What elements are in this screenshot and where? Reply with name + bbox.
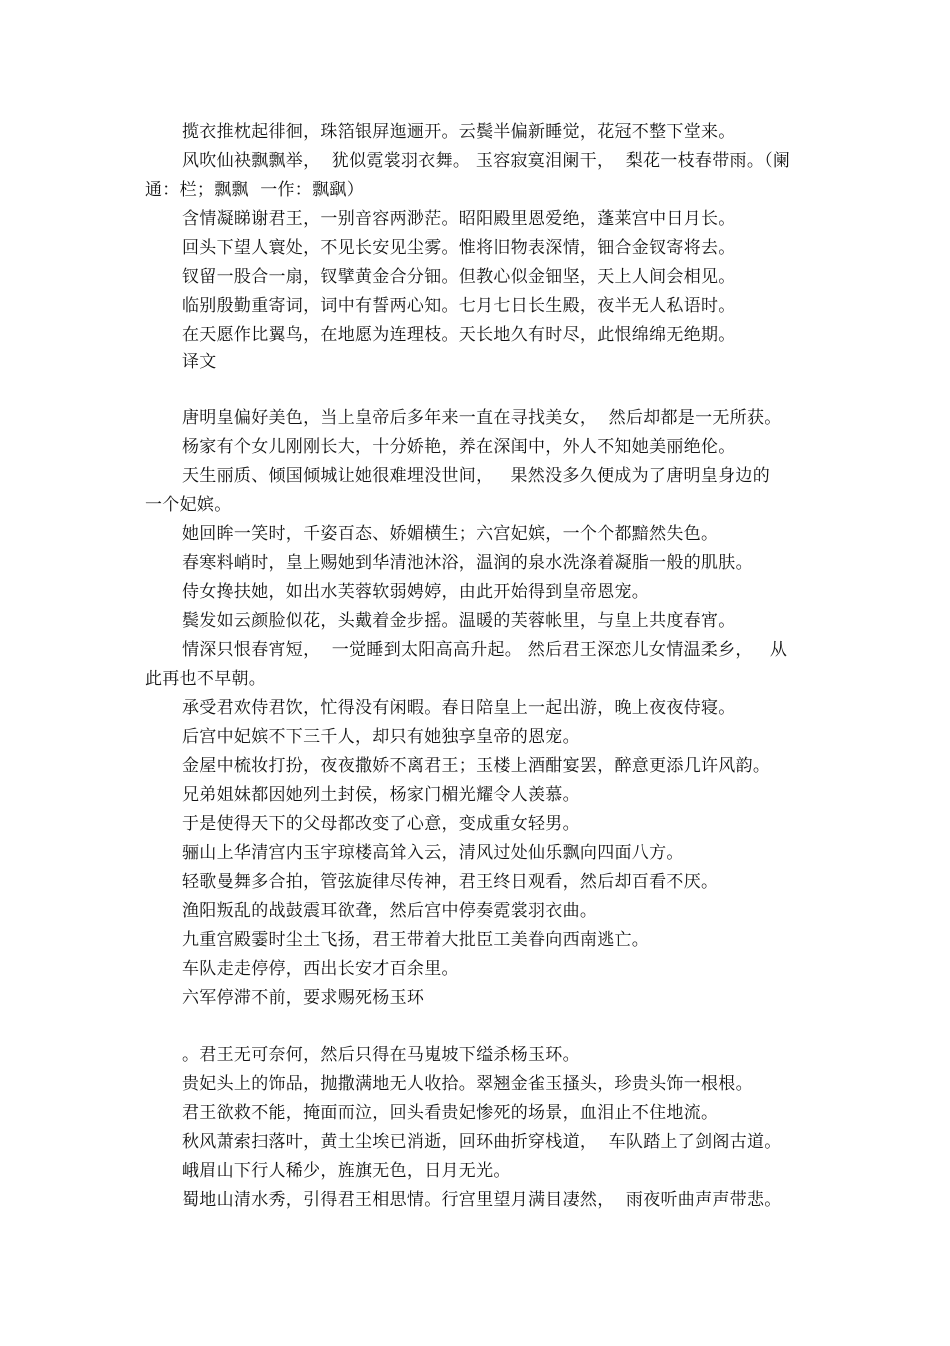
translation-line: 情深只恨春宵短， 一觉睡到太阳高高升起。 然后君王深恋儿女情温柔乡， 从 xyxy=(182,640,788,660)
poem-line: 回头下望人寰处，不见长安见尘雾。惟将旧物表深情，钿合金钗寄将去。 xyxy=(182,238,736,258)
translation-line: 贵妃头上的饰品，抛撒满地无人收拾。翠翘金雀玉搔头，珍贵头饰一根根。 xyxy=(182,1074,753,1094)
translation-line: 杨家有个女儿刚刚长大，十分娇艳，养在深闺中，外人不知她美丽绝伦。 xyxy=(182,437,736,457)
translation-line: 春寒料峭时，皇上赐她到华清池沐浴，温润的泉水洗涤着凝脂一般的肌肤。 xyxy=(182,553,753,573)
poem-line: 在天愿作比翼鸟，在地愿为连理枝。天长地久有时尽，此恨绵绵无绝期。 xyxy=(182,325,736,345)
translation-line: 六军停滞不前，要求赐死杨玉环 xyxy=(182,988,425,1008)
translation-line: 一个妃嫔。 xyxy=(145,495,232,515)
translation-line: 蜀地山清水秀，引得君王相思情。行宫里望月满目凄然， 雨夜听曲声声带悲。 xyxy=(182,1190,782,1210)
poem-line: 临别殷勤重寄词，词中有誓两心知。七月七日长生殿，夜半无人私语时。 xyxy=(182,296,736,316)
poem-line: 钗留一股合一扇，钗擘黄金合分钿。但教心似金钿坚，天上人间会相见。 xyxy=(182,267,736,287)
translation-line: 九重宫殿霎时尘土飞扬，君王带着大批臣工美眷向西南逃亡。 xyxy=(182,930,650,950)
translation-line: 鬓发如云颜脸似花，头戴着金步摇。温暖的芙蓉帐里，与皇上共度春宵。 xyxy=(182,611,736,631)
section-title: 译文 xyxy=(182,352,217,372)
translation-line: 渔阳叛乱的战鼓震耳欲聋，然后宫中停奏霓裳羽衣曲。 xyxy=(182,901,598,921)
translation-line: 她回眸一笑时，千姿百态、娇媚横生；六宫妃嫔，一个个都黯然失色。 xyxy=(182,524,719,544)
translation-line: 轻歌曼舞多合拍，管弦旋律尽传神，君王终日观看，然后却百看不厌。 xyxy=(182,872,719,892)
translation-line: 此再也不早朝。 xyxy=(145,669,267,689)
translation-line: 骊山上华清宫内玉宇琼楼高耸入云，清风过处仙乐飘向四面八方。 xyxy=(182,843,684,863)
translation-line: 车队走走停停，西出长安才百余里。 xyxy=(182,959,459,979)
translation-line: 君王欲救不能，掩面而泣，回头看贵妃惨死的场景，血泪止不住地流。 xyxy=(182,1103,719,1123)
poem-line: 风吹仙袂飘飘举， 犹似霓裳羽衣舞。 玉容寂寞泪阑干， 梨花一枝春带雨。（阑 xyxy=(182,151,791,171)
translation-line: 。君王无可奈何，然后只得在马嵬坡下缢杀杨玉环。 xyxy=(182,1045,580,1065)
translation-line: 唐明皇偏好美色，当上皇帝后多年来一直在寻找美女， 然后却都是一无所获。 xyxy=(182,408,782,428)
translation-line: 秋风萧索扫落叶，黄土尘埃已消逝，回环曲折穿栈道， 车队踏上了剑阁古道。 xyxy=(182,1132,782,1152)
translation-line: 于是使得天下的父母都改变了心意，变成重女轻男。 xyxy=(182,814,580,834)
translation-line: 兄弟姐妹都因她列土封侯，杨家门楣光耀令人羡慕。 xyxy=(182,785,580,805)
translation-line: 天生丽质、倾国倾城让她很难埋没世间， 果然没多久便成为了唐明皇身边的 xyxy=(182,466,771,486)
translation-line: 承受君欢侍君饮，忙得没有闲暇。春日陪皇上一起出游，晚上夜夜侍寝。 xyxy=(182,698,736,718)
poem-line: 含情凝睇谢君王，一别音容两渺茫。昭阳殿里恩爱绝，蓬莱宫中日月长。 xyxy=(182,209,736,229)
translation-line: 金屋中梳妆打扮，夜夜撒娇不离君王；玉楼上酒酣宴罢，醉意更添几许风韵。 xyxy=(182,756,771,776)
poem-line: 揽衣推枕起徘徊，珠箔银屏迤逦开。云鬓半偏新睡觉，花冠不整下堂来。 xyxy=(182,122,736,142)
translation-line: 峨眉山下行人稀少，旌旗无色，日月无光。 xyxy=(182,1161,511,1181)
translation-line: 后宫中妃嫔不下三千人，却只有她独享皇帝的恩宠。 xyxy=(182,727,580,747)
translation-line: 侍女搀扶她，如出水芙蓉软弱娉婷，由此开始得到皇帝恩宠。 xyxy=(182,582,650,602)
poem-line: 通：栏；飘飘 一作：飘飖） xyxy=(145,180,365,200)
